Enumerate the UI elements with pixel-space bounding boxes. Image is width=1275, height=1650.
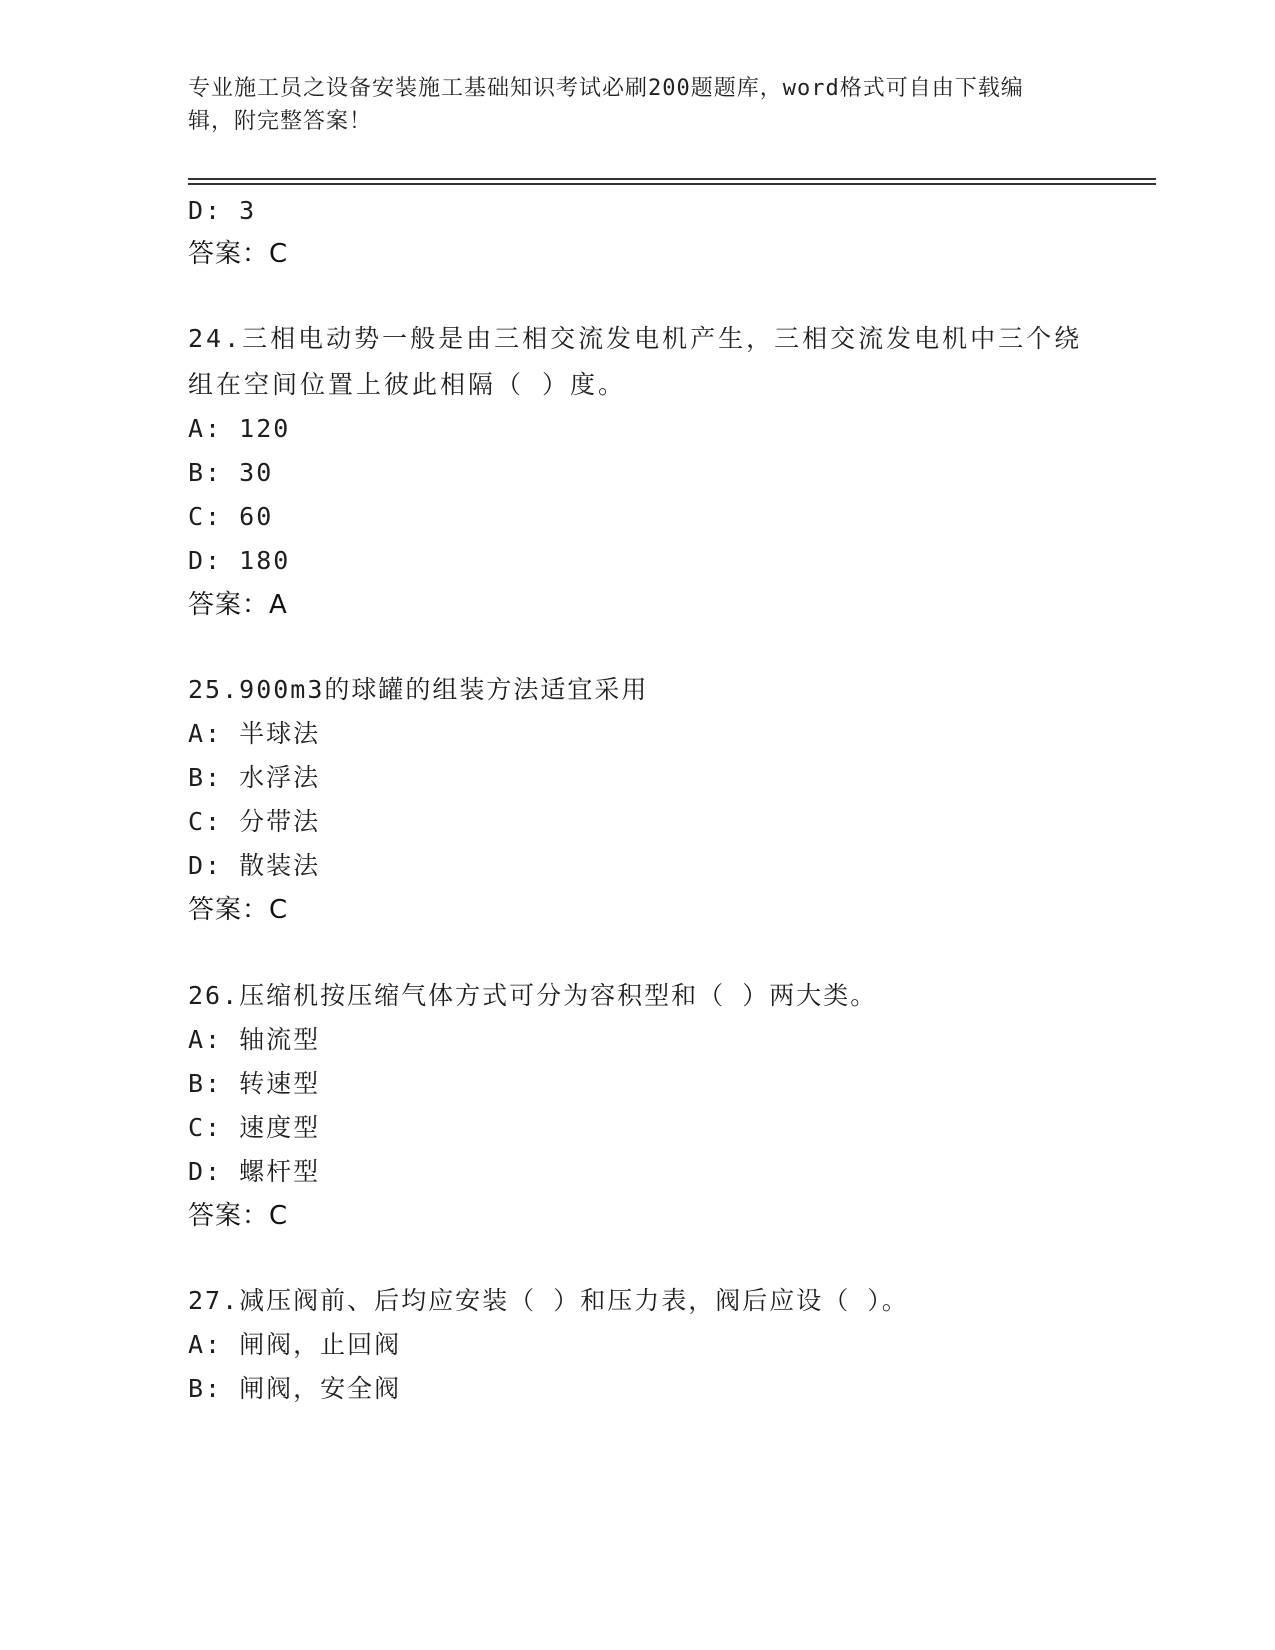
answer-line: 答案：A (188, 590, 288, 620)
option-d: D: 180 (188, 546, 291, 575)
option-a: A: 120 (188, 414, 291, 443)
option-a: A: 闸阀，止回阀 (188, 1330, 402, 1359)
option-c: C: 60 (188, 502, 274, 531)
option-a: A: 轴流型 (188, 1025, 321, 1054)
question-text: 25.900m3的球罐的组装方法适宜采用 (188, 675, 649, 704)
question-text: 26.压缩机按压缩气体方式可分为容积型和（ ）两大类。 (188, 981, 878, 1010)
option-b: B: 闸阀，安全阀 (188, 1374, 402, 1403)
option-b: B: 水浮法 (188, 763, 321, 792)
option-b: B: 30 (188, 458, 274, 487)
answer-line: 答案：C (188, 895, 289, 925)
answer-line: 答案：C (188, 1201, 289, 1231)
option-c: C: 分带法 (188, 807, 321, 836)
page-header: 专业施工员之设备安装施工基础知识考试必刷200题题库，word格式可自由下载编辑，附完整答案！ (188, 76, 1024, 134)
header-rule-top (188, 178, 1156, 180)
option-a: A: 半球法 (188, 719, 321, 748)
option-d: D: 散装法 (188, 851, 321, 880)
option-b: B: 转速型 (188, 1069, 321, 1098)
answer-line: 答案：C (188, 239, 289, 269)
option-d: D: 螺杆型 (188, 1157, 321, 1186)
header-rule-bottom (188, 183, 1156, 185)
option-d: D: 3 (188, 196, 257, 225)
option-c: C: 速度型 (188, 1113, 321, 1142)
question-text: 27.减压阀前、后均应安装（ ）和压力表，阀后应设（ ）。 (188, 1286, 909, 1315)
question-text: 24.三相电动势一般是由三相交流发电机产生，三相交流发电机中三个绕组在空间位置上彼此相隔（ ）度。 (188, 324, 1083, 399)
